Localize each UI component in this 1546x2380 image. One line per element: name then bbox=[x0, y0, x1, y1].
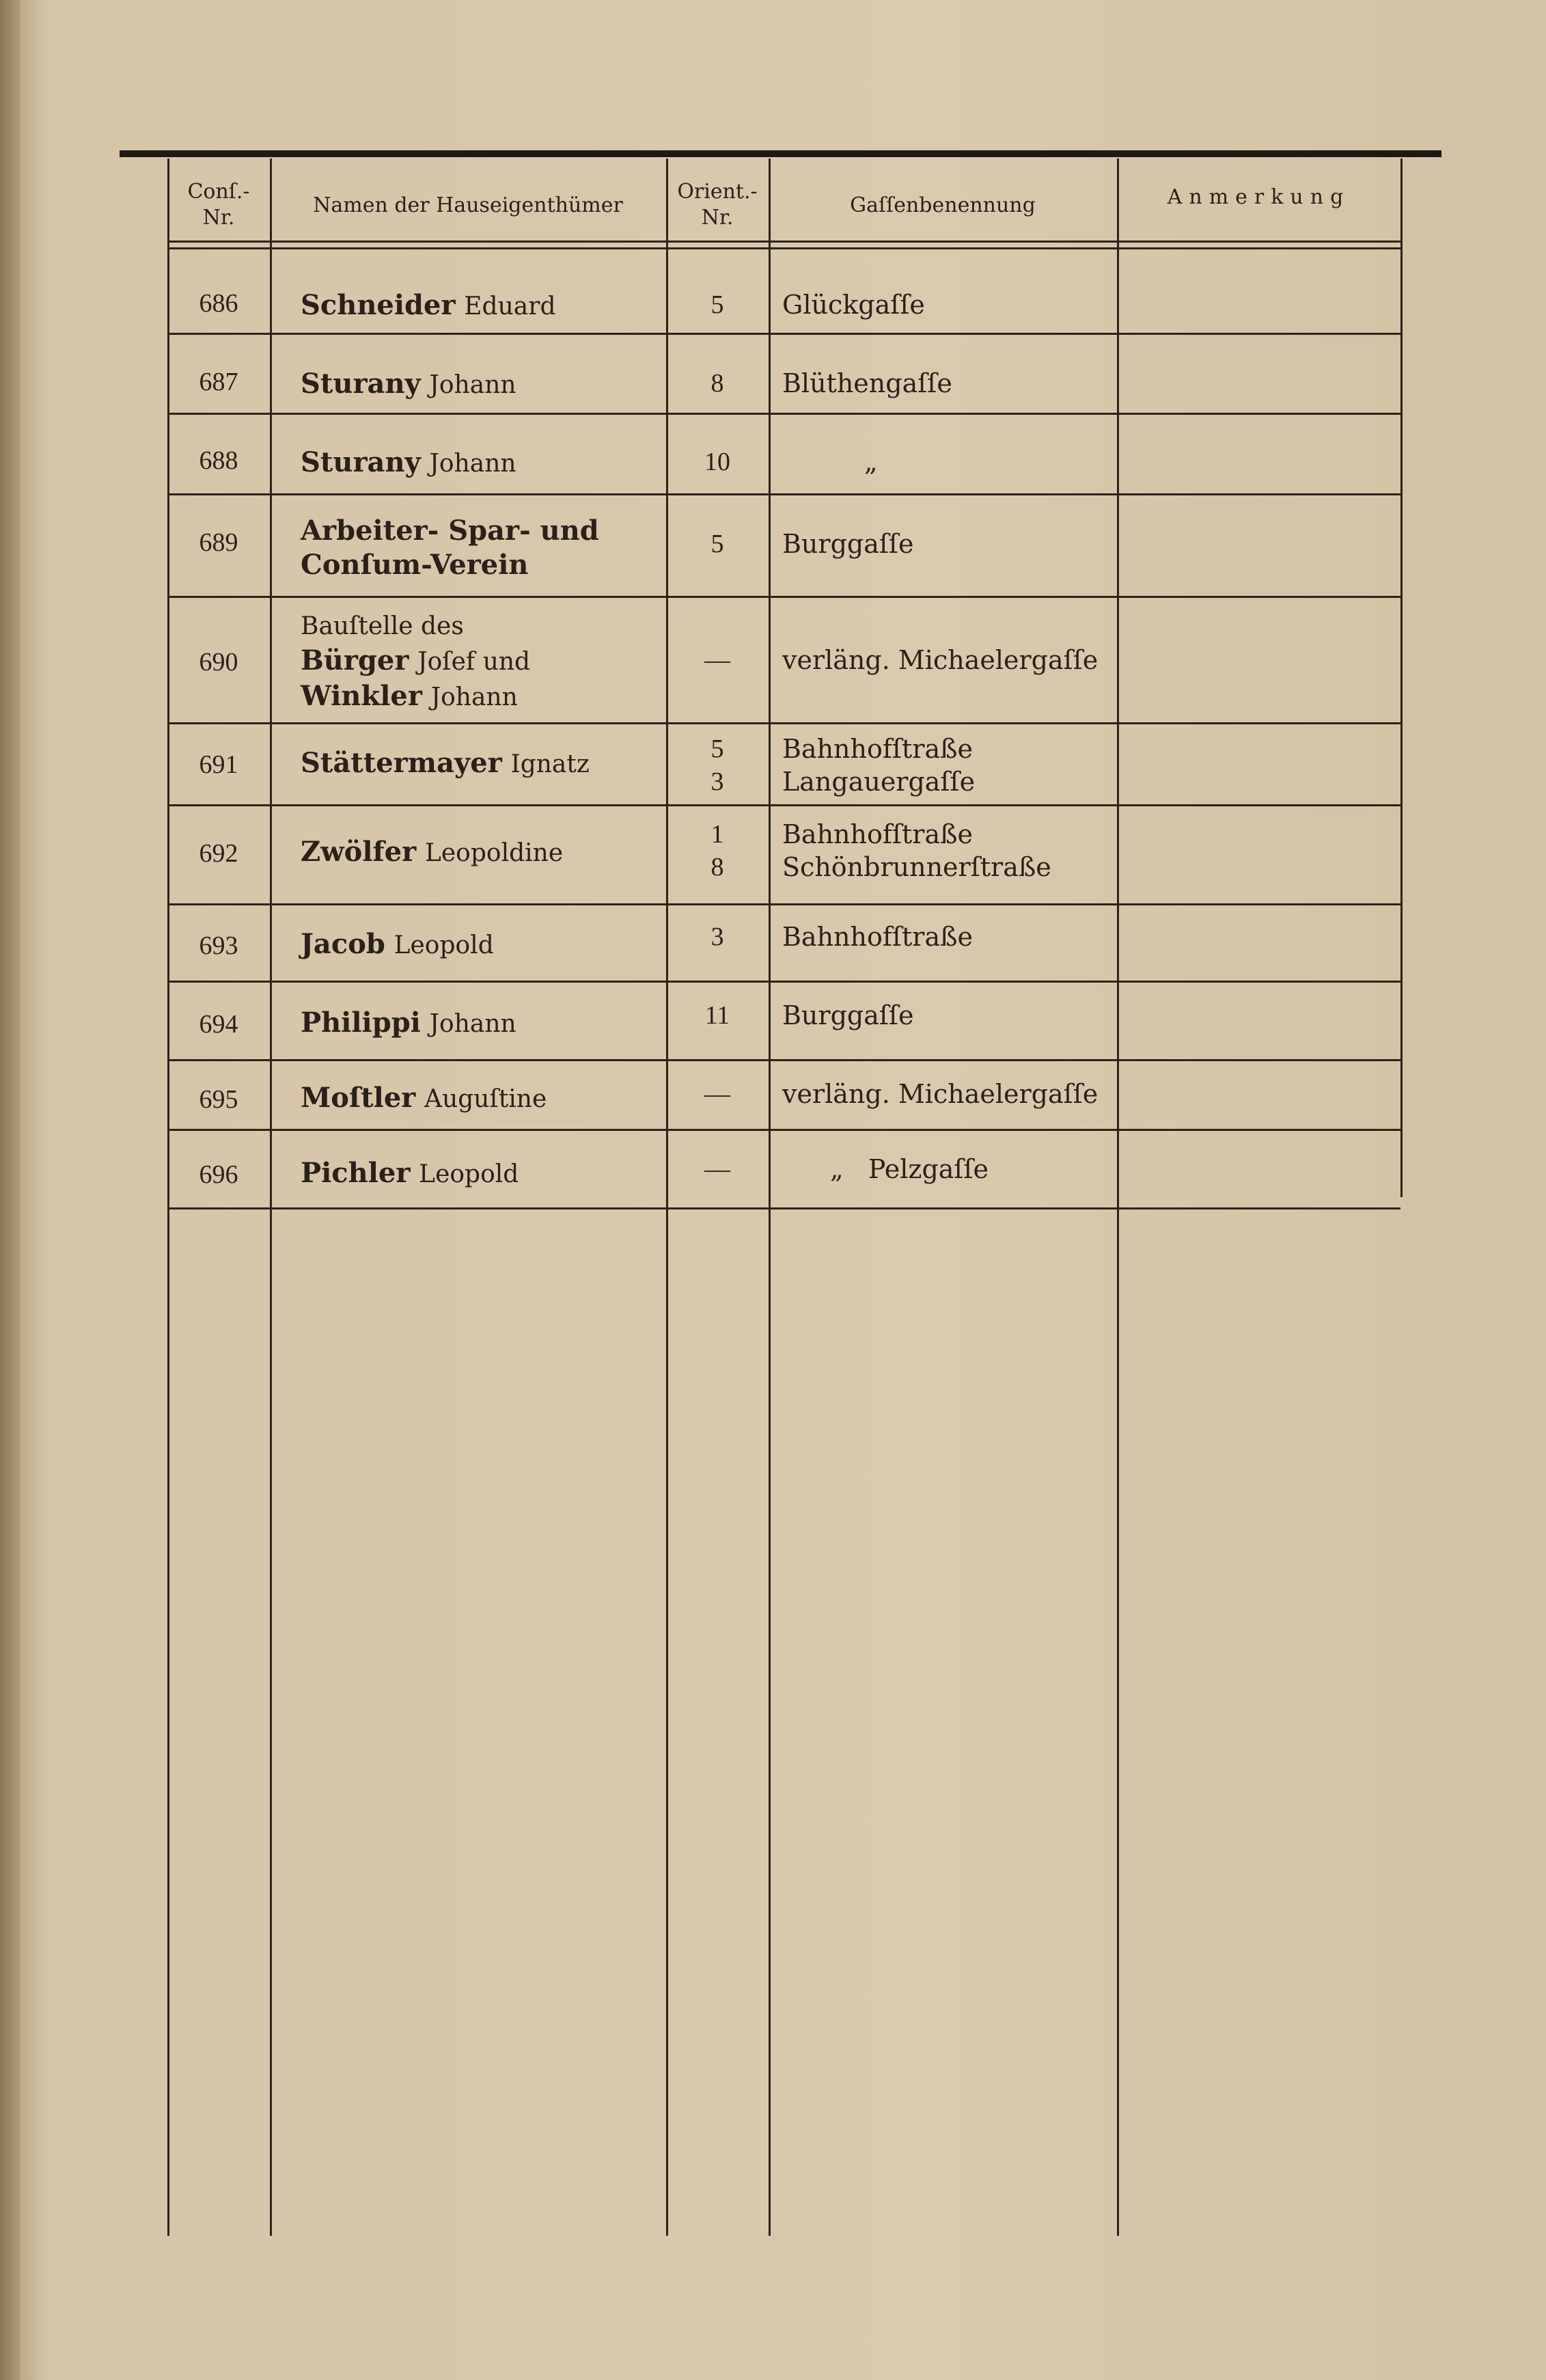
surname: Jacob bbox=[301, 928, 385, 960]
header-owner-names: Namen der Hauseigenthümer bbox=[313, 193, 623, 217]
orient-nr: 5 bbox=[710, 530, 724, 558]
given-name: Eduard bbox=[464, 292, 556, 320]
cons-nr: 691 bbox=[199, 750, 238, 779]
cons-nr: 687 bbox=[199, 368, 238, 396]
surname: Moſtler bbox=[301, 1082, 416, 1114]
street-name: Bahnhofſtraße bbox=[782, 922, 973, 952]
owner-name bbox=[301, 927, 656, 963]
row-rule bbox=[167, 1207, 1400, 1209]
row-rule bbox=[167, 1059, 1400, 1061]
given-name: Auguſtine bbox=[424, 1085, 547, 1113]
street-line: Bahnhofſtraße bbox=[782, 734, 973, 764]
street-name: Burggaſſe bbox=[782, 529, 914, 559]
orient-nr: — bbox=[704, 1080, 730, 1108]
surname: Pichler bbox=[301, 1157, 411, 1189]
given-name: Joſef und bbox=[417, 648, 531, 676]
header-rule bbox=[167, 241, 1400, 243]
orient-nr: — bbox=[704, 646, 730, 674]
orient-nr bbox=[673, 733, 762, 798]
surname: Philippi bbox=[301, 1007, 421, 1039]
street-name bbox=[782, 733, 1165, 798]
surname: Stättermayer bbox=[301, 747, 502, 779]
surname: Zwölfer bbox=[301, 836, 417, 868]
owner-name bbox=[301, 610, 656, 715]
orient-nr-line: 5 bbox=[710, 735, 724, 763]
given-name: Johann bbox=[429, 371, 516, 399]
surname: Sturany bbox=[301, 368, 421, 400]
orient-nr: 3 bbox=[710, 922, 724, 951]
surname: Winkler bbox=[301, 680, 422, 712]
given-name: Leopoldine bbox=[424, 839, 564, 867]
street-line: Schönbrunnerſtraße bbox=[782, 852, 1051, 882]
owner-name bbox=[301, 835, 656, 871]
orient-nr: 5 bbox=[710, 290, 724, 319]
row-rule bbox=[167, 413, 1400, 415]
book-spine bbox=[0, 0, 20, 2380]
row-rule bbox=[167, 333, 1400, 335]
street-line: Bahnhofſtraße bbox=[782, 819, 973, 849]
header-orient-nr: Orient.- Nr. bbox=[677, 180, 758, 230]
owner-name bbox=[301, 367, 656, 402]
row-rule bbox=[167, 722, 1400, 724]
owner-name bbox=[301, 1006, 656, 1041]
owner-register-table bbox=[167, 159, 1418, 2236]
header-remark: Anmerkung bbox=[1167, 185, 1351, 209]
surname: Schneider bbox=[301, 289, 456, 321]
given-name: Johann bbox=[429, 450, 516, 478]
surname: Sturany bbox=[301, 446, 421, 478]
given-name: Johann bbox=[430, 683, 518, 711]
street-name: Glückgaſſe bbox=[782, 290, 925, 320]
street-line: Langauergaſſe bbox=[782, 767, 976, 797]
cons-nr: 686 bbox=[199, 289, 238, 318]
row-rule bbox=[167, 903, 1400, 905]
col-rule bbox=[1400, 159, 1403, 1197]
row-rule bbox=[167, 1129, 1400, 1131]
street-name: Blüthengaſſe bbox=[782, 368, 952, 398]
header-street-name: Gaſſenbenennung bbox=[850, 193, 1036, 217]
header-rule bbox=[167, 247, 1400, 249]
street-name bbox=[782, 818, 1165, 884]
header-cons-nr: Conſ.- Nr. bbox=[187, 180, 250, 230]
owner-name bbox=[301, 1156, 656, 1192]
given-name: Johann bbox=[429, 1010, 516, 1038]
cons-nr: 689 bbox=[199, 528, 238, 557]
owner-name bbox=[301, 1081, 656, 1117]
name-prefix: Bauſtelle des bbox=[301, 612, 464, 640]
orient-nr-line: 1 bbox=[710, 820, 724, 849]
owner-name bbox=[301, 288, 656, 324]
row-rule bbox=[167, 981, 1400, 983]
street-name: „ bbox=[864, 447, 878, 477]
given-name: Ignatz bbox=[510, 750, 590, 778]
surname: Arbeiter- Spar- und Conſum-Verein bbox=[301, 515, 599, 581]
col-rule bbox=[270, 159, 272, 2236]
col-rule bbox=[666, 159, 668, 2236]
orient-nr-line: 3 bbox=[710, 767, 724, 796]
street-name: verläng. Michaelergaſſe bbox=[782, 645, 1099, 675]
row-rule bbox=[167, 493, 1400, 495]
row-rule bbox=[167, 804, 1400, 806]
cons-nr: 693 bbox=[199, 931, 238, 960]
owner-name bbox=[301, 746, 656, 782]
orient-nr: 10 bbox=[704, 448, 730, 476]
cons-nr: 690 bbox=[199, 648, 238, 676]
cons-nr: 688 bbox=[199, 446, 238, 475]
top-rule bbox=[120, 150, 1441, 157]
street-name: „ Pelzgaſſe bbox=[830, 1154, 989, 1184]
row-rule bbox=[167, 596, 1400, 598]
street-name: Burggaſſe bbox=[782, 1000, 914, 1030]
given-name: Leopold bbox=[419, 1160, 519, 1188]
cons-nr: 696 bbox=[199, 1160, 238, 1189]
cons-nr: 692 bbox=[199, 839, 238, 868]
cons-nr: 695 bbox=[199, 1085, 238, 1114]
col-rule bbox=[769, 159, 771, 2236]
orient-nr bbox=[673, 818, 762, 884]
orient-nr-line: 8 bbox=[710, 853, 724, 881]
cons-nr: 694 bbox=[199, 1010, 238, 1039]
surname: Bürger bbox=[301, 644, 409, 676]
owner-name bbox=[301, 446, 656, 481]
orient-nr: 11 bbox=[704, 1001, 730, 1030]
orient-nr: — bbox=[704, 1155, 730, 1184]
orient-nr: 8 bbox=[710, 369, 724, 398]
street-name: verläng. Michaelergaſſe bbox=[782, 1079, 1099, 1109]
given-name: Leopold bbox=[394, 931, 494, 959]
owner-name bbox=[301, 514, 615, 582]
